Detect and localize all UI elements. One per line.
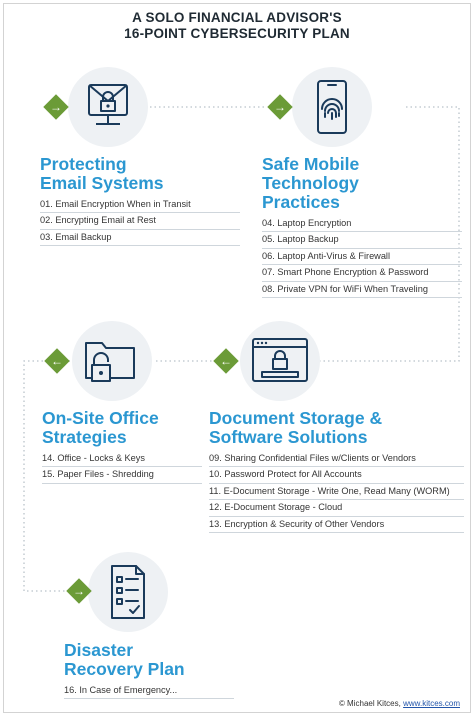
arrow-left-icon: ← <box>220 354 232 368</box>
list-item: 02. Encrypting Email at Rest <box>40 213 240 229</box>
arrow-right-icon: → <box>274 100 286 114</box>
section-title: Safe Mobile Technology Practices <box>262 154 360 212</box>
list-item: 09. Sharing Confidential Files w/Clients or Vendors <box>209 451 464 467</box>
step-arrow-5 <box>66 578 91 603</box>
section-title: Document Storage & Software Solutions <box>209 408 383 447</box>
disaster-icon-circle <box>88 552 168 632</box>
item-list <box>209 451 464 533</box>
item-list <box>42 451 202 484</box>
section-email <box>40 155 240 246</box>
item-list <box>64 683 234 699</box>
title-line-1: A SOLO FINANCIAL ADVISOR'S <box>132 10 342 25</box>
title-line-2: 16-POINT CYBERSECURITY PLAN <box>124 26 350 41</box>
footer-credit <box>339 699 460 708</box>
credit-text: © Michael Kitces, <box>338 699 401 708</box>
step-arrow-1 <box>43 94 68 119</box>
list-item: 06. Laptop Anti-Virus & Firewall <box>262 249 462 265</box>
section-title: On-Site Office Strategies <box>42 408 159 447</box>
item-list <box>262 216 462 298</box>
list-item: 11. E-Document Storage - Write One, Read Many (WORM) <box>209 484 464 500</box>
list-item: 12. E-Document Storage - Cloud <box>209 500 464 516</box>
step-arrow-2 <box>267 94 292 119</box>
section-disaster <box>64 641 234 699</box>
folder-lock-icon <box>72 321 152 401</box>
section-title: Disaster Recovery Plan <box>64 640 185 679</box>
item-list <box>40 197 240 246</box>
section-mobile <box>262 155 462 298</box>
arrow-right-icon: → <box>50 100 62 114</box>
browser-lock-icon <box>240 321 320 401</box>
list-item: 08. Private VPN for WiFi When Traveling <box>262 282 462 298</box>
mobile-icon-circle <box>292 67 372 147</box>
list-item: 07. Smart Phone Encryption & Password <box>262 265 462 281</box>
list-item: 15. Paper Files - Shredding <box>42 467 202 483</box>
office-icon-circle <box>72 321 152 401</box>
section-office <box>42 409 202 484</box>
list-item: 13. Encryption & Security of Other Vendors <box>209 517 464 533</box>
phone-fingerprint-icon <box>292 67 372 147</box>
infographic <box>3 3 471 713</box>
email-laptop-lock-icon <box>68 67 148 147</box>
list-item: 03. Email Backup <box>40 230 240 246</box>
storage-icon-circle <box>240 321 320 401</box>
kitces-link[interactable]: www.kitces.com <box>403 699 460 708</box>
list-item: 16. In Case of Emergency... <box>64 683 234 699</box>
section-storage <box>209 409 464 533</box>
arrow-left-icon: ← <box>51 354 63 368</box>
email-icon-circle <box>68 67 148 147</box>
checklist-icon <box>88 552 168 632</box>
list-item: 04. Laptop Encryption <box>262 216 462 232</box>
list-item: 10. Password Protect for All Accounts <box>209 467 464 483</box>
section-title: Protecting Email Systems <box>40 154 164 193</box>
list-item: 05. Laptop Backup <box>262 232 462 248</box>
arrow-right-icon: → <box>73 584 85 598</box>
step-arrow-3 <box>213 348 238 373</box>
list-item: 01. Email Encryption When in Transit <box>40 197 240 213</box>
list-item: 14. Office - Locks & Keys <box>42 451 202 467</box>
step-arrow-4 <box>44 348 69 373</box>
